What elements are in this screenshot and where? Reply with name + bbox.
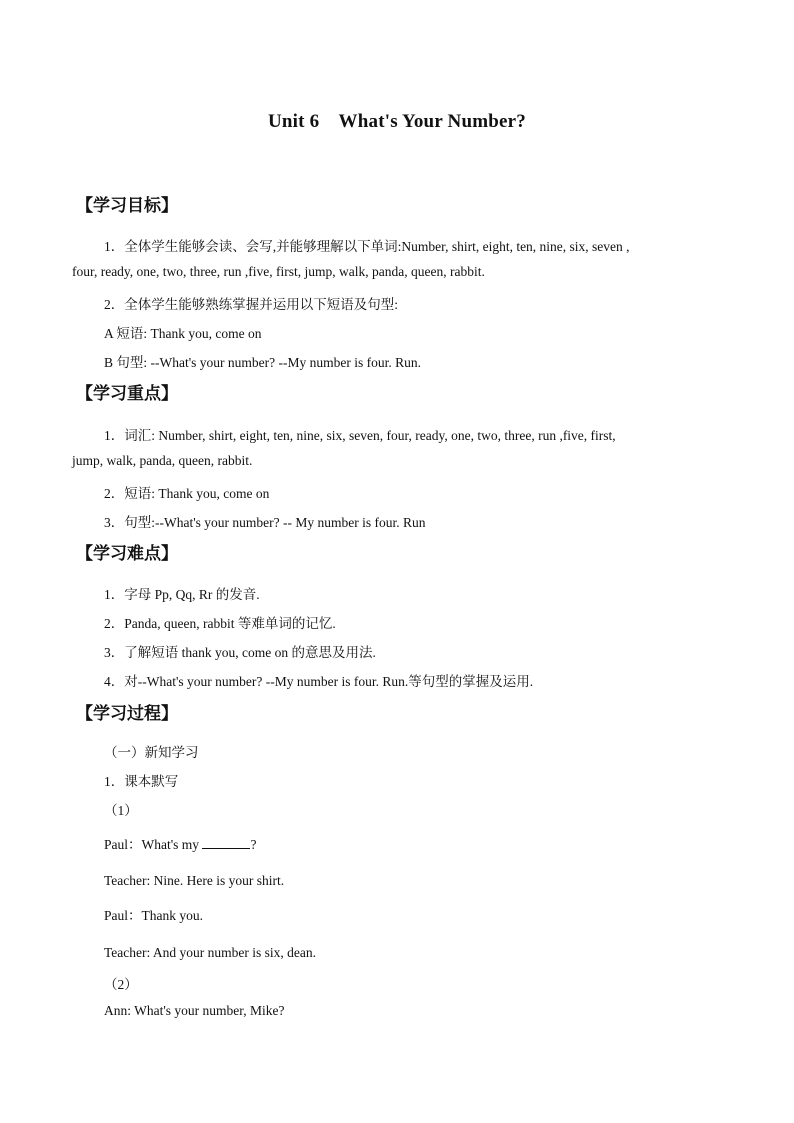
dialogue-line-2: Teacher: Nine. Here is your shirt. (104, 873, 285, 888)
section-heading-difficulties: 【学习难点】 (76, 544, 178, 564)
difficulties-item-1: 1．字母 Pp, Qq, Rr 的发音. (104, 587, 260, 602)
dialogue-line-5: Ann: What's your number, Mike? (104, 1003, 285, 1018)
dialogue-line-1 (104, 833, 256, 853)
difficulties-item-2: 2．Panda, queen, rabbit 等难单词的记忆. (104, 616, 336, 631)
page-title: Unit 6 What's Your Number? (267, 111, 527, 132)
section-heading-process: 【学习过程】 (76, 704, 178, 724)
goals-phrase: A 短语: Thank you, come on (104, 326, 262, 341)
fill-in-blank[interactable] (202, 836, 250, 849)
process-part-2: （2） (104, 977, 138, 992)
process-subheading: （一）新知学习 (104, 745, 199, 760)
difficulties-item-4: 4．对--What's your number? --My number is four. Run.等句型的掌握及运用. (104, 674, 534, 689)
dialogue-line-4: Teacher: And your number is six, dean. (104, 945, 316, 960)
dialogue-line-1-text: Paul：What's my (104, 837, 203, 852)
key-points-item-3: 3．句型:--What's your number? -- My number is four. Run (104, 515, 426, 530)
goals-item-1-cont: four, ready, one, two, three, run ,five, first, jump, walk, panda, queen, rabbit. (72, 264, 485, 279)
goals-item-1: 1．全体学生能够会读、会写,并能够理解以下单词:Number, shirt, eight, ten, nine, six, seven , (104, 239, 630, 254)
key-points-item-1-cont: jump, walk, panda, queen, rabbit. (72, 453, 253, 468)
section-heading-key-points: 【学习重点】 (76, 384, 178, 404)
dialogue-line-3: Paul：Thank you. (104, 908, 203, 923)
section-heading-goals: 【学习目标】 (76, 196, 178, 216)
difficulties-item-3: 3．了解短语 thank you, come on 的意思及用法. (104, 645, 376, 660)
key-points-item-2: 2．短语: Thank you, come on (104, 486, 270, 501)
process-step-1: 1．课本默写 (104, 774, 179, 789)
process-part-1: （1） (104, 803, 138, 818)
goals-sentence: B 句型: --What's your number? --My number is four. Run. (104, 355, 422, 370)
goals-item-2: 2．全体学生能够熟练掌握并运用以下短语及句型: (104, 297, 399, 312)
key-points-item-1: 1．词汇: Number, shirt, eight, ten, nine, six, seven, four, ready, one, two, three, run ,five, first, (104, 428, 616, 443)
dialogue-line-1-end: ? (250, 837, 257, 852)
